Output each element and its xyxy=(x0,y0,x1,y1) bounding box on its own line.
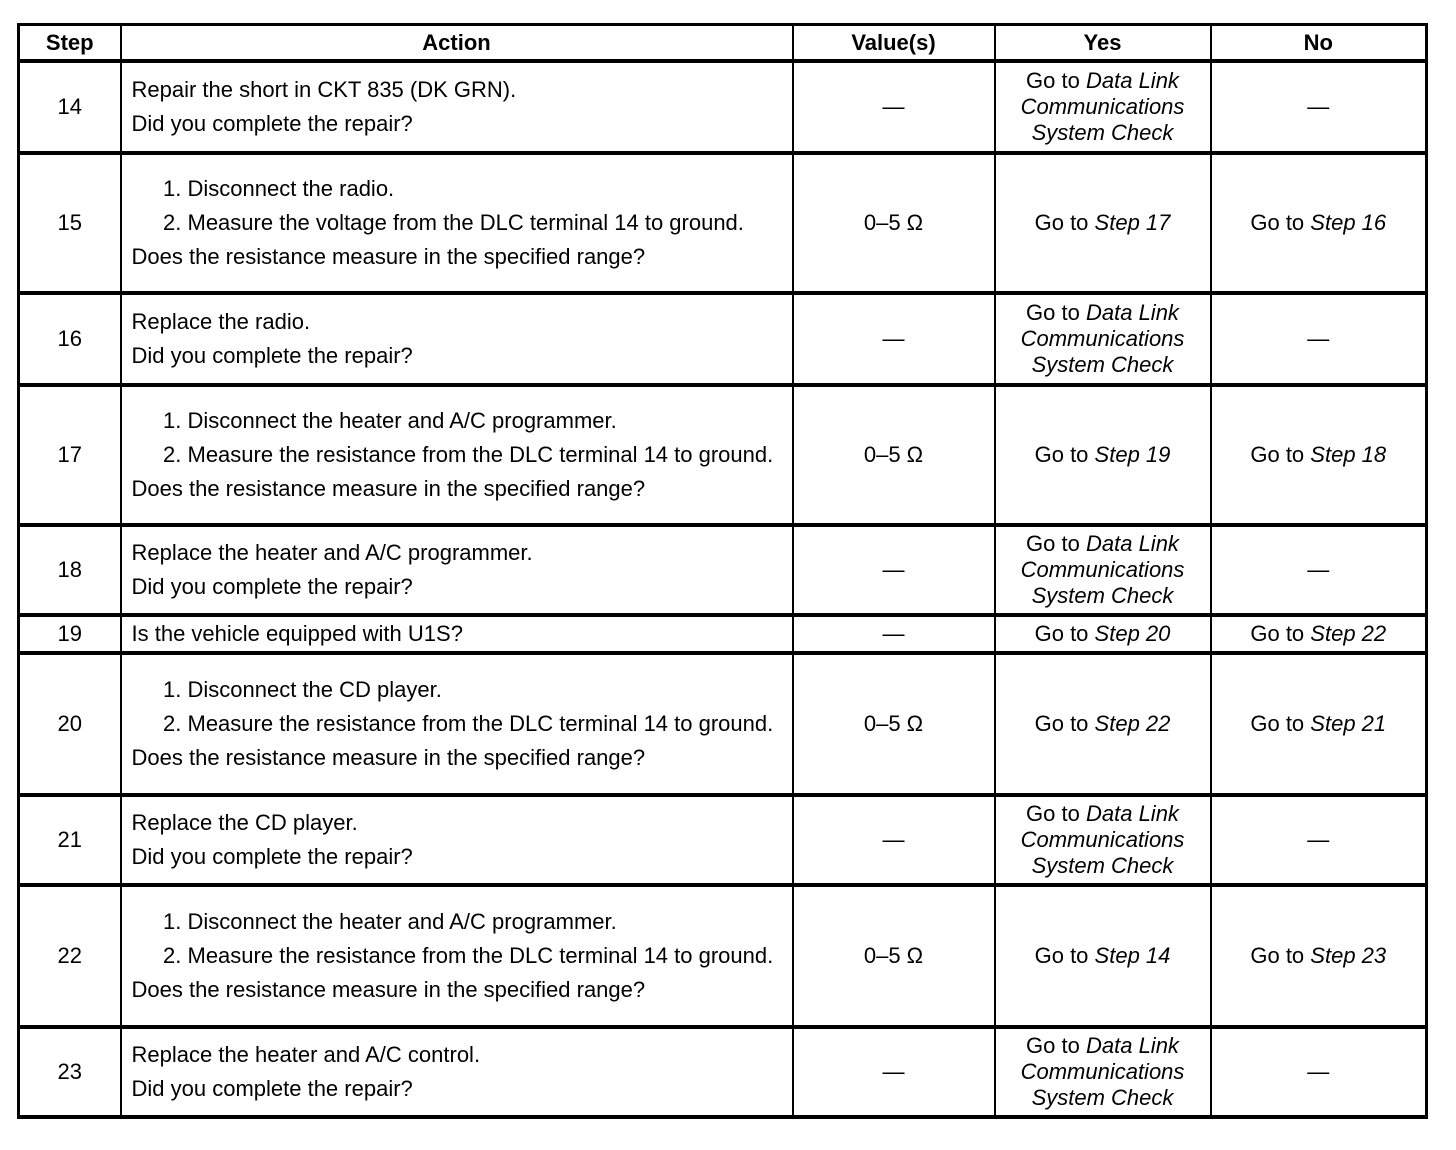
header-yes: Yes xyxy=(995,25,1211,62)
yes-cell xyxy=(995,653,1211,795)
procedure-step: 2. Measure the resistance from the DLC terminal 14 to ground. xyxy=(188,943,782,969)
yes-cell xyxy=(995,615,1211,653)
value-cell: 0–5 Ω xyxy=(793,653,995,795)
no-reference: Step 16 xyxy=(1310,210,1387,235)
yes-reference: Step 22 xyxy=(1094,711,1171,736)
table-row xyxy=(19,615,1427,653)
action-question: Did you complete the repair? xyxy=(131,111,413,136)
go-to-text: Go to xyxy=(1034,210,1089,235)
action-cell xyxy=(121,61,793,153)
procedure-step: 2. Measure the voltage from the DLC terminal 14 to ground. xyxy=(188,210,782,236)
action-question: Does the resistance measure in the specified range? xyxy=(131,476,646,501)
table-row xyxy=(19,795,1427,885)
procedure-step: 1. Disconnect the heater and A/C programmer. xyxy=(188,408,782,434)
procedure-step: 2. Measure the resistance from the DLC terminal 14 to ground. xyxy=(188,711,782,737)
diagnostic-table xyxy=(17,23,1428,1119)
table-row xyxy=(19,153,1427,293)
no-reference: Step 21 xyxy=(1310,711,1387,736)
go-to-text: Go to xyxy=(1250,621,1305,646)
procedure-step: 1. Disconnect the CD player. xyxy=(188,677,782,703)
yes-reference: Data Link Communications System Check xyxy=(1020,801,1185,878)
value-cell: 0–5 Ω xyxy=(793,885,995,1027)
yes-cell xyxy=(995,385,1211,525)
no-cell xyxy=(1211,653,1427,795)
header-action: Action xyxy=(121,25,793,62)
table-header xyxy=(19,25,1427,62)
yes-reference: Step 14 xyxy=(1094,943,1171,968)
yes-cell xyxy=(995,525,1211,615)
value-cell: — xyxy=(793,795,995,885)
step-number: 19 xyxy=(19,615,121,653)
action-text: Replace the heater and A/C control. xyxy=(131,1042,481,1067)
go-to-text: Go to xyxy=(1250,210,1305,235)
step-number: 22 xyxy=(19,885,121,1027)
no-reference: Step 18 xyxy=(1310,442,1387,467)
yes-reference: Step 19 xyxy=(1094,442,1171,467)
procedure-list xyxy=(132,909,782,969)
table-row xyxy=(19,525,1427,615)
step-number: 23 xyxy=(19,1027,121,1117)
table-row xyxy=(19,61,1427,153)
go-to-text: Go to xyxy=(1250,711,1305,736)
header-no: No xyxy=(1211,25,1427,62)
action-question: Is the vehicle equipped with U1S? xyxy=(131,621,463,646)
procedure-list xyxy=(132,408,782,468)
step-number: 17 xyxy=(19,385,121,525)
procedure-step: 1. Disconnect the radio. xyxy=(188,176,782,202)
go-to-text: Go to xyxy=(1034,621,1089,646)
go-to-text: Go to xyxy=(1034,442,1089,467)
no-reference: Step 23 xyxy=(1310,943,1387,968)
no-cell xyxy=(1211,885,1427,1027)
action-cell xyxy=(121,293,793,385)
table-body xyxy=(19,61,1427,1117)
go-to-text: Go to xyxy=(1250,943,1305,968)
no-cell xyxy=(1211,385,1427,525)
action-text: Replace the radio. xyxy=(131,309,311,334)
action-cell xyxy=(121,615,793,653)
value-cell: — xyxy=(793,615,995,653)
action-question: Does the resistance measure in the specified range? xyxy=(131,977,646,1002)
go-to-text: Go to xyxy=(1026,1033,1080,1058)
header-step: Step xyxy=(19,25,121,62)
go-to-text: Go to xyxy=(1250,442,1305,467)
value-cell: 0–5 Ω xyxy=(793,385,995,525)
yes-reference: Data Link Communications System Check xyxy=(1020,531,1185,608)
step-number: 14 xyxy=(19,61,121,153)
yes-reference: Step 17 xyxy=(1094,210,1171,235)
action-question: Did you complete the repair? xyxy=(131,844,413,869)
table-row xyxy=(19,385,1427,525)
action-question: Did you complete the repair? xyxy=(131,343,413,368)
value-cell: 0–5 Ω xyxy=(793,153,995,293)
no-cell: — xyxy=(1211,1027,1427,1117)
action-question: Did you complete the repair? xyxy=(131,574,413,599)
step-number: 21 xyxy=(19,795,121,885)
yes-cell xyxy=(995,1027,1211,1117)
procedure-list xyxy=(132,176,782,236)
no-cell xyxy=(1211,153,1427,293)
yes-reference: Data Link Communications System Check xyxy=(1020,1033,1185,1110)
value-cell: — xyxy=(793,293,995,385)
go-to-text: Go to xyxy=(1034,711,1089,736)
no-cell: — xyxy=(1211,795,1427,885)
yes-cell xyxy=(995,795,1211,885)
action-text: Replace the heater and A/C programmer. xyxy=(131,540,533,565)
no-cell: — xyxy=(1211,293,1427,385)
yes-cell xyxy=(995,885,1211,1027)
action-cell xyxy=(121,525,793,615)
yes-reference: Data Link Communications System Check xyxy=(1020,300,1185,377)
yes-reference: Data Link Communications System Check xyxy=(1020,68,1185,145)
yes-cell xyxy=(995,293,1211,385)
table-row xyxy=(19,1027,1427,1117)
procedure-step: 1. Disconnect the heater and A/C programmer. xyxy=(188,909,782,935)
header-row xyxy=(19,25,1427,62)
go-to-text: Go to xyxy=(1026,801,1080,826)
action-text: Replace the CD player. xyxy=(131,810,358,835)
yes-cell xyxy=(995,61,1211,153)
value-cell: — xyxy=(793,61,995,153)
step-number: 15 xyxy=(19,153,121,293)
action-question: Does the resistance measure in the specified range? xyxy=(131,745,646,770)
step-number: 16 xyxy=(19,293,121,385)
go-to-text: Go to xyxy=(1026,300,1080,325)
no-cell: — xyxy=(1211,61,1427,153)
value-cell: — xyxy=(793,1027,995,1117)
action-question: Does the resistance measure in the specified range? xyxy=(131,244,646,269)
value-cell: — xyxy=(793,525,995,615)
action-cell xyxy=(121,653,793,795)
no-cell: — xyxy=(1211,525,1427,615)
table-row xyxy=(19,293,1427,385)
action-cell xyxy=(121,1027,793,1117)
action-cell xyxy=(121,385,793,525)
action-text: Repair the short in CKT 835 (DK GRN). xyxy=(131,77,517,102)
action-question: Did you complete the repair? xyxy=(131,1076,413,1101)
action-cell xyxy=(121,153,793,293)
action-cell xyxy=(121,885,793,1027)
step-number: 20 xyxy=(19,653,121,795)
no-reference: Step 22 xyxy=(1310,621,1387,646)
table-row xyxy=(19,653,1427,795)
step-number: 18 xyxy=(19,525,121,615)
procedure-list xyxy=(132,677,782,737)
go-to-text: Go to xyxy=(1026,531,1080,556)
yes-reference: Step 20 xyxy=(1094,621,1171,646)
action-cell xyxy=(121,795,793,885)
go-to-text: Go to xyxy=(1026,68,1080,93)
yes-cell xyxy=(995,153,1211,293)
header-values: Value(s) xyxy=(793,25,995,62)
no-cell xyxy=(1211,615,1427,653)
table-row xyxy=(19,885,1427,1027)
go-to-text: Go to xyxy=(1034,943,1089,968)
procedure-step: 2. Measure the resistance from the DLC terminal 14 to ground. xyxy=(188,442,782,468)
